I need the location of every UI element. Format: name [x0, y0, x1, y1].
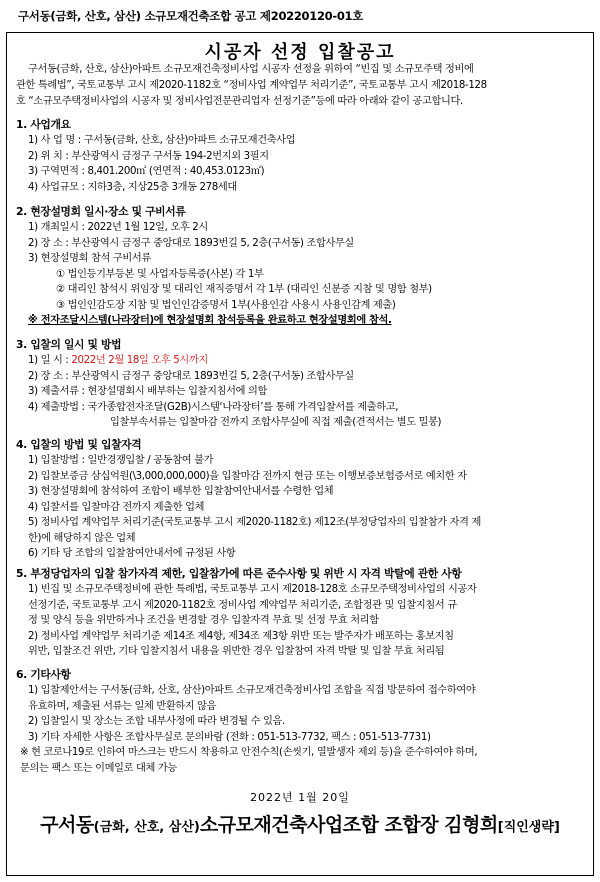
- list-item: 4) 제출방법 : 국가종합전자조달(G2B)시스템‘나라장터’를 통해 가격입찰서를 제출하고,: [28, 401, 399, 413]
- list-item: 2) 입찰일시 및 장소는 조합 내부사정에 따라 변경될 수 있음.: [28, 716, 285, 727]
- registration-note: ※ 전자조달시스템(나라장터)에 현장설명회 참석등록을 완료하고 현장설명회에 참석.: [28, 315, 392, 326]
- notice-date: 2022년 1월 20일: [250, 791, 350, 804]
- bid-deadline: 2022년 2월 18일 오후 5시까지: [71, 355, 208, 366]
- list-item: 선정기준, 국토교통부 고시 제2020-1182호 정비사업 계약업무 처리기준, 조합정관 및 입찰지침서 규: [28, 599, 457, 611]
- list-item: 3) 현장설명회에 참석하여 조합이 배부한 입찰참여안내서를 수령한 업체: [28, 486, 334, 497]
- intro-paragraph: [16, 62, 584, 110]
- list-item: 정 및 양식 등을 위반하거나 조건을 변경할 경우 입찰자격 무효 및 선정 무효 처리함: [28, 615, 379, 626]
- list-item: 1) 입찰제안서는 구서동(금화, 산호, 삼산)아파트 소규모재건축정비사업 조합을 직접 방문하여 접수하여야: [28, 685, 476, 696]
- list-item: 입찰부속서류는 입찰마감 전까지 조합사무실에 직접 제출(견적서는 별도 밀봉): [110, 417, 442, 428]
- list-item: 1) 개최일시 : 2022년 1월 12일, 오후 2시: [28, 222, 208, 233]
- list-item: 2) 위 치 : 부산광역시 금정구 구서동 194-2번지외 3필지: [28, 150, 269, 162]
- section-briefing: [16, 204, 588, 329]
- signature-text: 구서동: [40, 814, 94, 836]
- list-item: ① 법인등기부등본 및 사업자등록증(사본) 각 1부: [56, 268, 264, 280]
- list-item: ② 대리인 참석시 위임장 및 대리인 재직증명서 각 1부 (대리인 신분증 지참 및 명함 첨부): [56, 284, 432, 295]
- list-item: 3) 현장설명회 참석 구비서류: [28, 253, 151, 264]
- list-item: 4) 입찰서를 입찰마감 전까지 제출한 업체: [28, 501, 205, 513]
- list-item: [16, 353, 588, 369]
- signature-text: 소규모재건축사업조합 조합장 김형희: [199, 814, 498, 836]
- list-item: 위반, 입찰조건 위반, 기타 입찰지침서 내용을 위반한 경우 입찰참여 자격 박탈 및 입찰 무효 처리됨: [28, 646, 445, 657]
- list-item: 2) 입찰보증금 삼십억원(\3,000,000,000)을 입찰마감 전까지 현금 또는 이행보증보험증서로 예치한 자: [28, 470, 467, 482]
- signature-line: [0, 810, 600, 837]
- section-business-overview: [16, 117, 588, 195]
- section-title: 1. 사업개요: [16, 118, 71, 131]
- section-title: 4. 입찰의 방법 및 입찰자격: [16, 438, 142, 451]
- bid-date-label: 1) 일 시 :: [28, 355, 72, 366]
- section-title: 2. 현장설명회 일시·장소 및 구비서류: [16, 205, 186, 218]
- section-bid-method: [16, 437, 588, 562]
- section-title: 3. 입찰의 일시 및 방법: [16, 338, 122, 351]
- list-item: 2) 장 소 : 부산광역시 금정구 중앙대로 1893번길 5, 2층(구서동) 조합사무실: [28, 237, 354, 249]
- covid-note: ※ 현 코로나19로 인하여 마스크는 반드시 착용하고 안전수칙(손씻기, 열발생자 제외 등)을 준수하여야 하며,: [20, 747, 478, 758]
- section-title: 6. 기타사항: [16, 668, 71, 681]
- intro-line: 구서동(금화, 산호, 삼산)아파트 소규모재건축정비사업 시공자 선정을 위하여 “빈집 및 소규모주택 정비에: [28, 64, 474, 75]
- covid-note: 문의는 팩스 또는 이메일로 대체 가능: [20, 762, 177, 774]
- list-item: 유효하며, 제출된 서류는 일체 반환하지 않음: [28, 700, 217, 712]
- list-item: 2) 정비사업 계약업무 처리기준 제14조 제4항, 제34조 제3항 위반 또는 발주자가 배포하는 홍보지침: [28, 630, 454, 642]
- list-item: 1) 입찰방법 : 일반경쟁입찰 / 공동참여 불가: [28, 455, 214, 466]
- list-item: 3) 제출서류 : 현장설명회시 배부하는 입찰지침서에 의함: [28, 386, 267, 397]
- section-disqualification: [16, 566, 588, 660]
- section-title: 5. 부정당업자의 입찰 참가자격 제한, 입찰참가에 따른 준수사항 및 위반 시 자격 박탈에 관한 사항: [16, 567, 462, 580]
- list-item: 1) 사 업 명 : 구서동(금화, 산호, 삼산)아파트 소규모재건축사업: [28, 135, 296, 146]
- list-item: 3) 구역면적 : 8,401.200㎡ (연면적 : 40,453.0123㎡): [28, 166, 265, 177]
- section-misc: [16, 667, 588, 776]
- intro-line: 관한 특례법”, 국토교통부 고시 제2020-1182호 “정비사업 계약업무 처리기준”, 국토교통부 고시 제2018-128: [16, 80, 487, 91]
- notice-title: 시공자 선정 입찰공고: [204, 42, 396, 63]
- list-item: 3) 기타 자세한 사항은 조합사무실로 문의바람 (전화 : 051-513-7732, 팩스 : 051-513-7731): [28, 731, 431, 743]
- list-item: 6) 기타 당 조합의 입찰참여안내서에 규정된 사항: [28, 548, 236, 559]
- intro-line: 호 “소규모주택정비사업의 시공자 및 정비사업전문관리업자 선정기준”등에 따라 아래와 같이 공고합니다.: [16, 96, 463, 107]
- notice-number: 구서동(금화, 산호, 삼산) 소규모재건축조합 공고 제20220120-01호: [18, 9, 364, 23]
- signature-text: (금화, 산호, 삼산): [93, 820, 200, 835]
- list-item: ③ 법인인감도장 지참 및 법인인감증명서 1부(사용인감 사용시 사용인감계 제출): [56, 299, 396, 311]
- list-item: 4) 사업규모 : 지하3층, 지상25층 3개동 278세대: [28, 181, 237, 193]
- list-item: 1) 빈집 및 소규모주택정비에 관한 특례법, 국토교통부 고시 제2018-128호 소규모주택정비사업의 시공자: [28, 584, 477, 595]
- section-bid-schedule: [16, 337, 588, 431]
- list-item: 2) 장 소 : 부산광역시 금정구 중앙대로 1893번길 5, 2층(구서동) 조합사무실: [28, 370, 354, 382]
- seal-omitted: [직인생략]: [497, 820, 560, 835]
- list-item: 5) 정비사업 계약업무 처리기준(국토교통부 고시 제2020-1182호) 제12조(부정당업자의 입찰참가 자격 제: [28, 517, 481, 528]
- list-item: 한)에 해당하지 않은 업체: [28, 532, 136, 544]
